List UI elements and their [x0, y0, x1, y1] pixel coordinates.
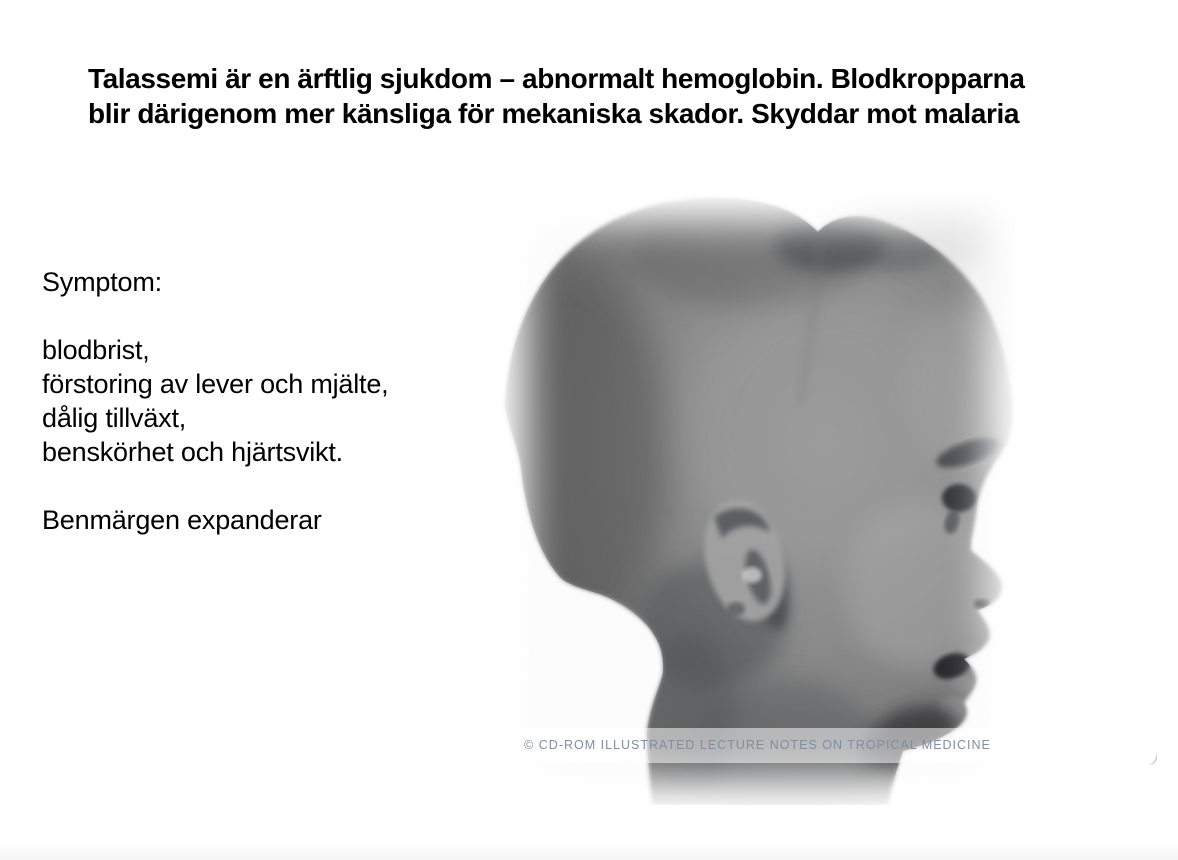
slide-title-line-1: Talassemi är en ärftlig sjukdom – abnormalt hemoglobin. Blodkropparna — [88, 63, 1025, 94]
child-profile-photo-illustration — [500, 195, 1015, 805]
symptom-section — [42, 265, 388, 537]
slide-bottom-shade — [0, 844, 1178, 860]
slide-title-line-2: blir därigenom mer känsliga för mekaniska skador. Skyddar mot malaria — [88, 98, 1020, 129]
spacer — [42, 469, 388, 503]
slide-title — [88, 61, 1025, 131]
photo-artifact-mark — [1144, 750, 1160, 767]
photo-grain-overlay — [500, 195, 1015, 805]
photo-caption-watermark: © CD-ROM ILLUSTRATED LECTURE NOTES ON TROPICAL MEDICINE — [500, 728, 1015, 763]
spacer — [42, 299, 388, 333]
bone-marrow-note: Benmärgen expanderar — [42, 505, 322, 535]
symptom-heading: Symptom: — [42, 267, 162, 297]
symptom-line-anemia: blodbrist, — [42, 335, 150, 365]
patient-photo — [500, 195, 1015, 805]
symptom-line-poor-growth: dålig tillväxt, — [42, 403, 187, 433]
symptom-line-bone-heart: benskörhet och hjärtsvikt. — [42, 437, 343, 467]
symptom-line-organ-enlargement: förstoring av lever och mjälte, — [42, 369, 389, 399]
